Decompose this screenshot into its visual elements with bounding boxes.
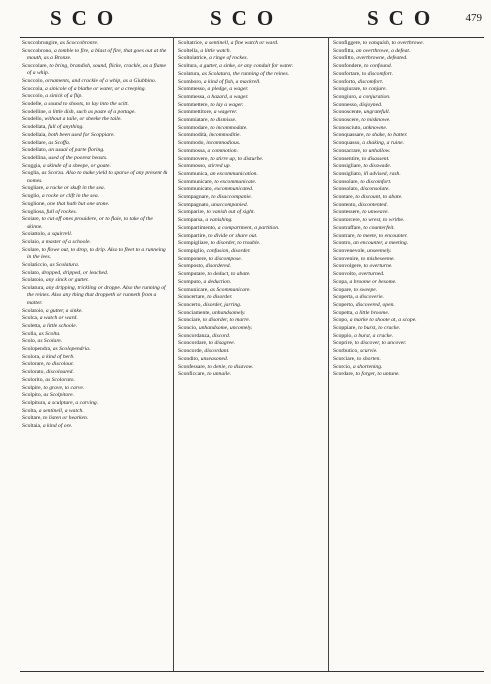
dictionary-entry: Scolla, as Scolta. [22,330,61,337]
dictionary-entry: Scolpitura, a sculpture, a carving. [22,399,99,406]
dictionary-entry: Scoperto, discovered, open. [333,301,395,308]
dictionary-entry: Scopo, a marke to shoote at, a scope. [333,317,417,324]
dictionary-entry: Scongiurare, to conjure. [333,86,387,93]
dictionary-entry: Scomponere, to discompose. [178,255,243,262]
dictionary-entry: Scoltaia, a kind of ore. [22,423,73,430]
dictionary-entry: Sconcorde, discordant. [178,348,230,355]
dictionary-entry: Scommodare, to incommodate. [178,124,248,131]
dictionary-entry: Sconoscente, ungratefull. [333,109,391,116]
dictionary-entry: Scompartimento, a compartment, a partition. [178,224,280,231]
dictionary-entry: Scontraffare, to counterfeit. [333,224,395,231]
dictionary-entry: Scordare, to forget, to untune. [333,371,400,378]
running-head-center: SCO [210,6,284,30]
column-divider-1 [173,37,174,671]
dictionary-entry: Scomunicare, as Scommunicare. [178,286,251,293]
dictionary-entry: Sconsentire, to disassent. [333,155,390,162]
dictionary-entry: Scoltura, a gutter, a sinke, or any conduit for water. [178,63,294,70]
page-number: 479 [465,12,482,24]
dictionary-entry: Scolorito, as Scolorato. [22,376,75,383]
dictionary-entry: Scoccolo, a sinick of a flip. [22,93,83,100]
dictionary-entry: Sconquassare, to shake, to batter. [333,132,408,139]
dictionary-entry: Scommunica, an excommunication. [178,170,258,177]
dictionary-entry: Sconsolare, to discomfort. [333,178,392,185]
dictionary-entry: Sconsolato, disconsolate. [333,186,390,193]
dictionary-entry: Scoppiare, to burst, to cracke. [333,325,401,332]
dictionary-entry: Sconoscere, to misknowe. [333,117,391,124]
dictionary-entry: Scommiatare, to dismisse. [178,117,237,124]
dictionary-entry: Sconquasso, a shaking, a ruine. [333,140,405,147]
dictionary-entry: Scolora, a kind of herb. [22,353,75,360]
dictionary-entry: Scolatura, any dripping, trickling or droppe. Also the running of the reines. Also any thing that droppeth or runneth from a matter. [22,285,166,306]
dictionary-entry: Scolatoio, a gutter, a sinke. [22,307,83,314]
dictionary-entry: Scoccobrono, a tomble to fire, a blast of fire, that goes out at the mouth, as a Bronze. [22,47,167,62]
dictionary-entry: Scompagnato, unaccompanied. [178,201,249,208]
dictionary-entry: Sconciare, to disorder, to marre. [178,317,251,324]
dictionary-entry: Scopare, to sweepe. [333,286,378,293]
dictionary-entry: Scoggia, a skinde of a sheepe, or goate. [22,162,111,169]
dictionary-entry: Scomputare, to deduct, to abate. [178,271,251,278]
dictionary-entry: Scommovere, to stirre up, to disturbe. [178,155,264,162]
dictionary-entry: Scoccolo, ornaments, and crackle of a whip, as a Giubbino. [22,77,157,84]
dictionary-entry: Scoiare, to cut off ones prouidere, or to flaie, to take of the skinne. [22,216,153,230]
dictionary-entry: Scolpire, to grave, to carve. [22,384,85,391]
dictionary-entry: Scodelle, a sound to shoots, to lay into the scitt. [22,101,129,108]
dictionary-entry: Sconforto, discomfort. [333,78,384,85]
dictionary-entry: Sconsigliare, to disswade. [333,163,392,170]
dictionary-entry: Scondito, unseasoned. [178,355,229,362]
dictionary-entry: Sconfortare, to discomfort. [333,70,393,77]
dictionary-entry: Scodello, without a taile, or sheeke the taile. [22,116,122,123]
dictionary-entry: Scolta, a sentinell, a watch. [22,407,84,414]
dictionary-entry: Scorciare, to shorten. [333,355,381,362]
dictionary-entry: Scolorare, to discolour. [22,361,74,368]
dictionary-entry: Scommesso, a pledge, a wager. [178,86,249,93]
dictionary-entry: Scoltella, a little watch. [178,47,231,54]
dictionary-entry: Scodellato, an usual of parte floring. [22,147,105,154]
dictionary-entry: Scoltolatrice, a ringe of rockes. [178,55,249,62]
dictionary-entry: Sconsigliato, ill advised, rash. [333,170,401,177]
dictionary-entry: Scodellaia, both been used for Scoppiare. [22,131,115,138]
dictionary-entry: Sconcio, unhandsome, uncomely. [178,325,253,332]
dictionary-entry: Scommessa, a hazard, a wager. [178,93,249,100]
dictionary-entry: Scolare, to flowe out, to drop, to drip. Also to fleet to a runneing in the lees. [22,246,166,261]
running-head-left: SCO [50,6,124,30]
dictionary-entry: Scomboro, a kind of fish, a mackrell. [178,78,261,85]
dictionary-entry: Scoglione, one that hath but one stone. [22,200,110,207]
dictionary-entry: Sconcertare, to disorder. [178,294,233,301]
dictionary-entry: Scolpito, as Scolpitore. [22,392,75,399]
dictionary-entry: Scogliosa, full of rockes. [22,208,77,215]
dictionary-entry: Scontrare, to meete, to encounter. [333,232,408,239]
dictionary-entry: Scontento, discontented. [333,201,388,208]
dictionary-entry: Sconvolto, overturned. [333,271,385,278]
dictionary-entry: Scolato, dropped, dripped, or leached. [22,269,109,276]
column-divider-2 [328,37,329,671]
dictionary-entry: Scommettitore, a wagerer. [178,109,238,116]
dictionary-entry: Scontro, an encounter, a meeting. [333,240,409,247]
dictionary-entry: Sconcordanza, discord. [178,332,231,339]
dictionary-entry: Scopa, a broome or besome. [333,278,397,285]
dictionary-entry: Scoppio, a burst, a cracke. [333,332,394,339]
dictionary-entry: Sconcordare, to disagree. [178,340,235,347]
dictionary-entry: Scodellare, as Scoffa. [22,139,71,146]
dictionary-entry: Scommettere, to lay a wager. [178,101,244,108]
dictionary-entry: Sconciamente, unhandsomely. [178,309,246,316]
dictionary-entry: Scolaticcio, as Scolatura. [22,261,80,268]
dictionary-entry: Scontorcere, to wrest, to writhe. [333,217,405,224]
dictionary-entry: Scontare, to discount, to abate. [333,194,403,201]
dictionary-entry: Scoglio, a rocke or clift in the sea. [22,193,100,200]
dictionary-entry: Scodelline, a little dish, such as paste of a pottage. [22,108,136,115]
dictionary-entry: Scolatura, as Scolatura, the running of the reines. [178,70,290,77]
dictionary-entry: Scoccola, a sinicole of a blathe or water, or a creeping. [22,85,146,92]
dictionary-entry: Scoccobrungire, as Scoccobronre. [22,40,99,46]
running-head-right: SCO [367,6,441,30]
dictionary-entry: Scopetta, a little broome. [333,309,390,316]
dictionary-entry: Scoltatrice, a sentinell, a fine watch or ward. [178,40,279,46]
dictionary-entry: Scomposto, disordered. [178,263,231,270]
dictionary-entry: Scoprire, to discover, to uncover. [333,340,407,347]
top-rule [20,37,484,38]
dictionary-entry: Sconfondere, to confound. [333,63,393,70]
dictionary-entry: Scolca, a watch or ward. [22,315,78,322]
dictionary-entry: Scolorato, discoloured. [22,369,74,376]
dictionary-entry: Scontessere, to unweave. [333,209,389,216]
dictionary-entry: Sconfiggere, to vanquish, to overthrowe. [333,40,424,46]
dictionary-entry: Scolatoio, any sinck or gutter. [22,277,89,284]
dictionary-entry: Scompartire, to divide or share out. [178,232,258,239]
dictionary-entry: Scolo, as Scolare. [22,338,63,345]
dictionary-entry: Scoperta, a discoverie. [333,294,384,301]
dictionary-entry: Sconcerto, disorder, jarring. [178,301,242,308]
dictionary-entry: Scoccolare, to bring, brandish, sound, flicke, crackle, as a flame of a whip. [22,62,167,77]
dictionary-entry: Scommodità, incommoditie. [178,132,241,139]
dictionary-entry: Scorbutico, scurvie. [333,348,378,355]
column-right [333,40,479,668]
dictionary-entry: Sconnesso, disjoyned. [333,101,383,108]
dictionary-entry: Scomparire, to vanish out of sight. [178,209,255,216]
dictionary-entry: Sconvolgere, to overturne. [333,263,393,270]
dictionary-entry: Sconvenire, to misbeseeme. [333,255,395,262]
dictionary-entry: Scodellina, used of the poorest beasts. [22,154,108,161]
dictionary-entry: Scoiattolo, a squirrell. [22,231,73,238]
dictionary-entry: Scongiuro, a conjuration. [333,93,391,100]
column-left [22,40,168,668]
page-header [22,6,484,32]
dictionary-entry: Scommosso, stirred up. [178,163,231,170]
dictionary-entry: Scoltare, to listen or hearken. [22,415,89,422]
dictionary-entry: Scomputo, a deduction. [178,278,232,285]
dictionary-entry: Scommunicare, to excommunicate. [178,178,257,185]
dictionary-entry: Sconfitta, an overthrowe, a defeat. [333,47,411,54]
dictionary-entry: Scompagnare, to disaccompanie. [178,194,252,201]
dictionary-entry: Scommodo, incommodious. [178,140,241,147]
dictionary-entry: Sconfitto, overthrowne, defeated. [333,55,408,62]
dictionary-entry: Scogliare, a racke or skuft in the sea. [22,185,106,192]
dictionary-entry: Sconsacrare, to unhallow. [333,147,391,154]
bottom-rule [20,671,484,672]
dictionary-entry: Scolopendra, as Scolopendria. [22,346,91,353]
dictionary-entry: Scompiglio, confusion, disorder. [178,247,251,254]
dictionary-entry: Scompigliare, to disorder, to trouble. [178,240,261,247]
dictionary-entry: Scorcio, a shortening. [333,363,383,370]
dictionary-entry: Sconvenevole, unseemely. [333,247,392,254]
dictionary-entry: Scomparsa, a vanishing. [178,217,233,224]
dictionary-entry: Scolaio, a master of a schoole. [22,239,91,246]
dictionary-entry: Sconfessare, to denie, to disavow. [178,363,254,370]
dictionary-entry: Scodellata, full of anything. [22,124,84,131]
dictionary-entry: Sconosciuto, unknowne. [333,124,388,131]
dictionary-entry: Sconficcare, to unnaile. [178,371,232,378]
dictionary-entry: Scommossa, a commotion. [178,147,238,154]
dictionary-entry: Scommunicato, excommunicated. [178,186,254,193]
dictionary-entry: Scoglia, as Scorza. Also to make yield to sparse of any present & nomes. [22,170,168,184]
column-middle [178,40,324,668]
dictionary-entry: Scoletta, a little schoole. [22,322,78,329]
